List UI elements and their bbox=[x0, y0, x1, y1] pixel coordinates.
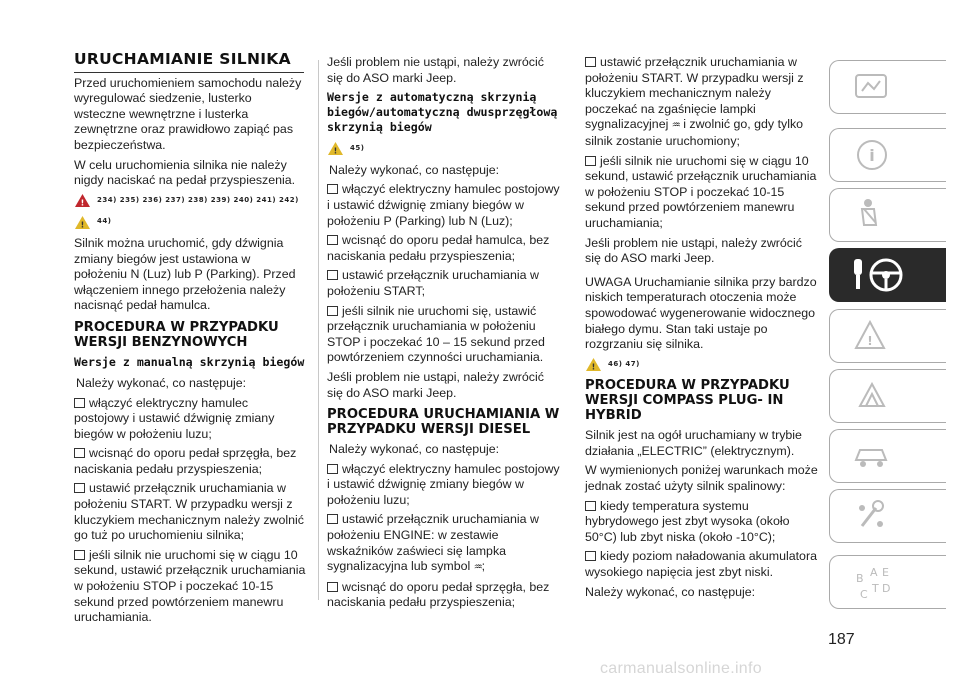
column-3 bbox=[585, 55, 820, 604]
intro-text: Należy wykonać, co następuje: bbox=[329, 442, 500, 457]
page-number: 187 bbox=[828, 631, 855, 648]
glow-plug-icon: ♒ bbox=[671, 120, 680, 132]
list-item: ustawić przełącznik uruchamiania w położeniu START; bbox=[327, 268, 539, 298]
svg-text:!: ! bbox=[333, 146, 338, 156]
section-heading: PROCEDURA URUCHAMIANIA W PRZYPADKU WERSJI DIESEL bbox=[327, 407, 560, 438]
caution-ref-block bbox=[585, 357, 820, 373]
checkbox-icon bbox=[327, 270, 338, 280]
chapter-tab-dashboard[interactable] bbox=[829, 60, 946, 114]
list-item: wcisnąć do oporu pedał sprzęgła, bez naciskania pedału przyspieszenia; bbox=[327, 579, 550, 610]
footer-watermark: carmanualsonline.info bbox=[600, 660, 762, 677]
chapter-tab-index[interactable] bbox=[829, 555, 946, 609]
svg-text:C: C bbox=[860, 588, 868, 601]
caution-ref-block bbox=[74, 214, 306, 230]
checkbox-icon bbox=[327, 306, 338, 316]
chapter-tab-safety[interactable] bbox=[829, 188, 946, 242]
paragraph: Silnik jest na ogół uruchamiany w trybie działania „ELECTRIC” (elektrycznym). bbox=[585, 428, 802, 458]
svg-text:E: E bbox=[882, 566, 889, 579]
chapter-tab-warnings[interactable] bbox=[829, 309, 946, 363]
list-item: ustawić przełącznik uruchamiania w położeniu START. W przypadku wersji z kluczykiem mechanicznym należy poczekać na zgaśnięcie lampki sygnalizacyjnej ♒ i zwolnić go, gdy tylko silnik zostanie uruchomiony; bbox=[585, 55, 804, 148]
svg-text:T: T bbox=[872, 582, 879, 595]
caution-triangle-icon bbox=[74, 215, 91, 230]
paragraph: Jeśli problem nie ustąpi, należy zwrócić się do ASO marki Jeep. bbox=[327, 369, 544, 400]
subsection-heading: Wersje z automatyczną skrzynią biegów/automatyczną dwusprzęgłową skrzynią biegów bbox=[327, 90, 558, 135]
checkbox-icon bbox=[327, 514, 338, 524]
checkbox-icon bbox=[327, 235, 338, 245]
paragraph: Przed uruchomieniem samochodu należy wyregulować siedzenie, lusterko wsteczne wewnętrzne i lusterka zewnętrzne oraz prawidłowo zapiąć pas bezpieczeństwa. bbox=[74, 75, 302, 152]
paragraph: Silnik można uruchomić, gdy dźwignia zmiany biegów jest ustawiona w położeniu N (Luz) lub P (Parking). Przed włączeniem innego przełożenia należy nacisnąć pedał hamulca. bbox=[74, 235, 296, 313]
glow-plug-icon: ♒ bbox=[473, 562, 482, 574]
checkbox-icon bbox=[74, 550, 85, 560]
seatbelt-person-icon bbox=[850, 195, 894, 235]
caution-triangle-icon bbox=[585, 357, 602, 372]
list-item: jeśli silnik nie uruchomi się, ustawić przełącznik uruchamiania w położeniu STOP i poczekać 10 – 15 sekund przed powtórzeniem czynności uruchamiania. bbox=[327, 303, 545, 365]
paragraph: W celu uruchomienia silnika nie należy nigdy naciskać na pedał przyspieszenia. bbox=[74, 157, 296, 188]
danger-triangle-icon bbox=[74, 193, 91, 208]
list-item: jeśli silnik nie uruchomi się w ciągu 10 sekund, ustawić przełącznik uruchamiania w położeniu STOP i poczekać 10-15 sekund przed powtórzeniem manewru uruchamiania; bbox=[585, 153, 817, 230]
chapter-tab-starting-driving[interactable] bbox=[829, 248, 946, 302]
paragraph: W wymienionych poniżej warunkach może jednak zostać użyty silnik spalinowy: bbox=[585, 463, 818, 494]
chapter-tab-car-info[interactable] bbox=[829, 128, 946, 182]
checkbox-icon bbox=[327, 582, 338, 592]
caution-ref-block bbox=[327, 141, 561, 157]
paragraph: UWAGA Uruchamianie silnika przy bardzo niskich temperaturach otoczenia może spowodować wygenerowanie widocznego białego dymu. Stan taki ustaje po rozgrzaniu się silnika. bbox=[585, 274, 817, 352]
warning-ref-block bbox=[74, 193, 306, 209]
paragraph: Jeśli problem nie ustąpi, należy zwrócić się do ASO marki Jeep. bbox=[585, 235, 802, 266]
car-maintenance-icon bbox=[850, 436, 894, 476]
checkbox-icon bbox=[327, 184, 338, 194]
wrench-gauge-icon bbox=[850, 496, 894, 536]
column-2 bbox=[327, 55, 561, 615]
chapter-tab-emergency[interactable] bbox=[829, 369, 946, 423]
checkbox-icon bbox=[74, 398, 85, 408]
checkbox-icon bbox=[585, 551, 596, 561]
paragraph: Jeśli problem nie ustąpi, należy zwrócić się do ASO marki Jeep. bbox=[327, 55, 544, 85]
dashboard-icon bbox=[850, 67, 894, 107]
section-heading: PROCEDURA W PRZYPADKU WERSJI BENZYNOWYCH bbox=[74, 319, 279, 350]
checkbox-icon bbox=[585, 156, 596, 166]
svg-text:!: ! bbox=[591, 362, 596, 372]
svg-text:i: i bbox=[869, 146, 875, 165]
svg-text:!: ! bbox=[80, 220, 85, 230]
column-divider bbox=[318, 60, 319, 600]
checkbox-icon bbox=[585, 57, 596, 67]
checkbox-icon bbox=[327, 464, 338, 474]
section-title: URUCHAMIANIE SILNIKA bbox=[74, 52, 304, 73]
subsection-heading: Wersje z manualną skrzynią biegów bbox=[74, 354, 305, 369]
checkbox-icon bbox=[74, 483, 85, 493]
chapter-tab-technical-data[interactable] bbox=[829, 489, 946, 543]
checkbox-icon bbox=[74, 448, 85, 458]
key-steering-wheel-icon bbox=[850, 255, 910, 295]
emergency-icon bbox=[850, 376, 894, 416]
svg-text:A: A bbox=[870, 566, 878, 579]
list-item: ustawić przełącznik uruchamiania w położeniu START. W przypadku wersji z kluczykiem mechanicznym należy zwolnić go tuż po uruchomieniu silnika; bbox=[74, 481, 304, 543]
car-info-icon bbox=[850, 135, 894, 175]
intro-text: Należy wykonać, co następuje: bbox=[76, 375, 247, 390]
warning-references[interactable]: 234) 235) 236) 237) 238) 239) 240) 241) 242) bbox=[97, 195, 299, 204]
list-item: włączyć elektryczny hamulec postojowy i ustawić dźwignię zmiany biegów w położeniu P (Parking) lub N (Luz); bbox=[327, 182, 560, 228]
caution-references[interactable]: 44) bbox=[97, 217, 112, 226]
section-heading: PROCEDURA W PRZYPADKU WERSJI COMPASS PLUG- IN HYBRID bbox=[585, 378, 790, 424]
chapter-tab-maintenance[interactable] bbox=[829, 429, 946, 483]
list-item: wcisnąć do oporu pedał hamulca, bez naciskania pedału przyspieszenia; bbox=[327, 233, 550, 263]
svg-text:!: ! bbox=[80, 198, 85, 208]
caution-references[interactable]: 46) 47) bbox=[608, 359, 640, 368]
list-item: ustawić przełącznik uruchamiania w położeniu ENGINE: w zestawie wskaźników zaświeci się lampka sygnalizacyjna lub symbol ♒; bbox=[327, 512, 539, 574]
list-item: włączyć elektryczny hamulec postojowy i ustawić dźwignię zmiany biegów w położeniu luzu; bbox=[74, 395, 275, 441]
caution-references[interactable]: 45) bbox=[350, 144, 365, 153]
list-item: kiedy poziom naładowania akumulatora wysokiego napięcia jest zbyt niski. bbox=[585, 549, 817, 580]
warning-lights-icon bbox=[850, 316, 894, 356]
intro-text: Należy wykonać, co następuje: bbox=[585, 584, 756, 599]
svg-text:B: B bbox=[856, 572, 864, 585]
list-item: wcisnąć do oporu pedał sprzęgła, bez naciskania pedału przyspieszenia; bbox=[74, 446, 297, 476]
list-item: kiedy temperatura systemu hybrydowego jest zbyt wysoka (około 50°C) lub zbyt niska (około -10°C); bbox=[585, 498, 790, 544]
svg-text:!: ! bbox=[867, 334, 873, 348]
svg-text:D: D bbox=[882, 582, 891, 595]
column-1 bbox=[74, 52, 306, 630]
caution-triangle-icon bbox=[327, 141, 344, 156]
list-item: włączyć elektryczny hamulec postojowy i ustawić dźwignię zmiany biegów w położeniu luzu; bbox=[327, 461, 560, 507]
alphabet-index-icon bbox=[850, 562, 894, 606]
checkbox-icon bbox=[585, 501, 596, 511]
intro-text: Należy wykonać, co następuje: bbox=[329, 162, 500, 177]
list-item: jeśli silnik nie uruchomi się w ciągu 10 sekund, ustawić przełącznik uruchamiania w położeniu STOP i poczekać 10-15 sekund przed powtórzeniem manewru uruchamiania. bbox=[74, 547, 306, 625]
